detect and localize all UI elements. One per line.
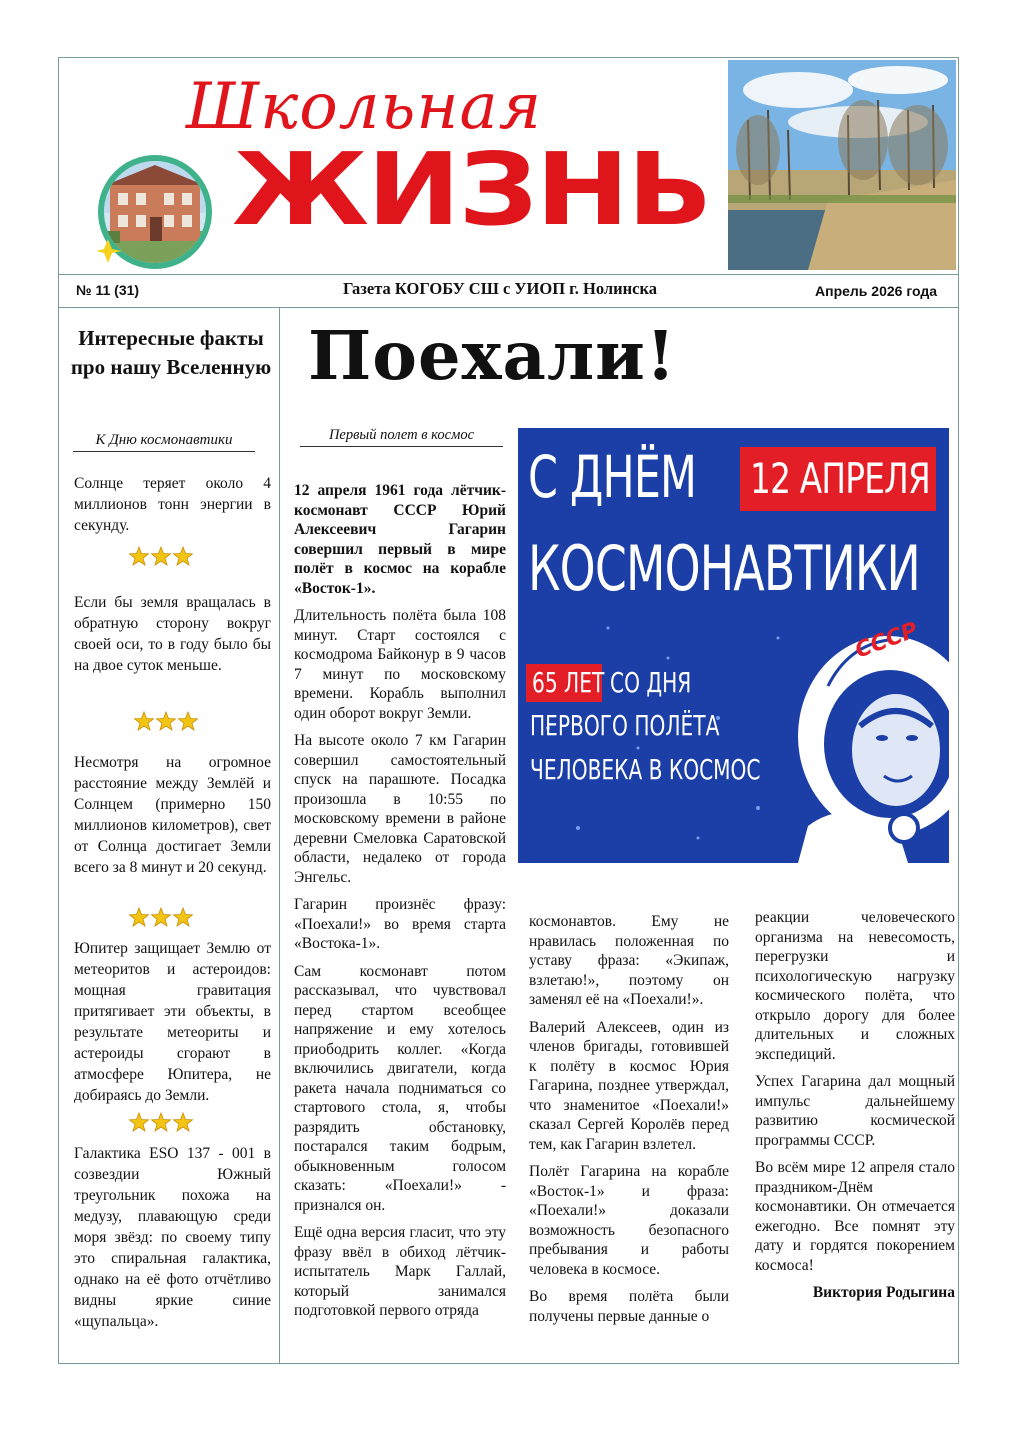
masthead-divider-top: [58, 274, 959, 275]
article-paragraph: Сам космонавт потом рассказывал, что чувствовал перед стартом всеобщее напряжение и ему хотелось приободрить коллег. «Когда включились двигатели, когда ракета начала подниматься со стартового стола, я, чтобы разрядить обстановку, постарался таким бодрым, обыкновенным голосом сказать: «Поехали!» - признался он.: [294, 962, 506, 1214]
cosmonautics-day-poster: [518, 428, 949, 863]
article-paragraph: На высоте около 7 км Гагарин совершил самостоятельный спуск на парашюте. Посадка произошла в 10:55 по московскому времени в районе деревни Смеловка Саратовской области, недалеко от города Энгельс.: [294, 732, 506, 886]
stars-divider-icon: [128, 546, 194, 566]
article-author: Виктория Родыгина: [812, 1284, 955, 1301]
masthead-divider-bottom: [58, 307, 959, 308]
cosmonaut-helmet-illustration: [788, 626, 949, 863]
article-headline: Поехали!: [308, 316, 677, 395]
school-logo: [96, 153, 214, 271]
sidebar-title: Интересные факты про нашу Вселенную: [70, 326, 272, 379]
fact-5: Галактика ESO 137 - 001 в созвездии Южный треугольник похожа на медузу, плавающую среди моря звёзд: по своему типу это спиральная галактика, однако на её фото отчётливо видны яркие синие «щупальца».: [74, 1145, 271, 1330]
article-paragraph: Успех Гагарина дал мощный импульс дальнейшему развитию космической программы СССР.: [755, 1073, 955, 1149]
poster-sub2: ПЕРВОГО ПОЛЁТА: [530, 709, 720, 742]
article-paragraph: Валерий Алексеев, один из членов бригады, готовившей к полёту в космос Юрия Гагарина, позднее утверждал, что знаменитое «Поехали!» сказал Сергей Королёв перед тем, как Гагарин взлетел.: [529, 1018, 729, 1153]
article-column-1: [294, 481, 506, 1329]
article-paragraph: Во всём мире 12 апреля стало праздником-Днём космонавтики. Он отмечается ежегодно. Все помнят эту дату и гордятся покорением космоса!: [755, 1159, 955, 1274]
article-column-3: [755, 908, 955, 1311]
poster-years: 65 ЛЕТ: [532, 666, 605, 699]
issue-date: Апрель 2026 года: [815, 283, 938, 299]
stars-divider-icon: [128, 1112, 194, 1132]
article-paragraph: Во время полёта были получены первые данные о: [529, 1288, 729, 1325]
poster-line1: С ДНЁМ: [528, 443, 697, 511]
article-lead: 12 апреля 1961 года лётчик-космонавт СССР Юрий Алексеевич Гагарин совершил первый в мире полёт в космос на корабле «Восток-1».: [294, 482, 506, 597]
fact-2: Если бы земля вращалась в обратную сторону вокруг своей оси, то в году было бы на двое суток меньше.: [74, 594, 271, 674]
article-rubric: Первый полет в космос: [300, 427, 503, 447]
sidebar-divider: [279, 307, 280, 1364]
poster-sub1: СО ДНЯ: [610, 666, 692, 699]
spring-landscape-photo: [728, 60, 956, 270]
poster-line2: КОСМОНАВТИКИ: [528, 532, 920, 605]
sidebar-rubric: К Дню космонавтики: [73, 432, 255, 452]
fact-4: Юпитер защищает Землю от метеоритов и астероидов: мощная гравитация притягивает эти объекты, в результате метеориты и астероиды сгорают в атмосфере Юпитера, не добираясь до Земли.: [74, 940, 271, 1104]
issue-number: № 11 (31): [76, 282, 140, 298]
helmet-label: СССР: [852, 617, 922, 664]
article-paragraph: космонавтов. Ему не нравилась положенная по уставу фраза: «Экипаж, взлетаю!», поэтому он заменял её на «Поехали!».: [529, 913, 729, 1008]
article-paragraph: реакции человеческого организма на невесомость, перегрузки и психологическую нагрузку космического полёта, что открыло дорогу для более длительных и сложных экспедиций.: [755, 909, 955, 1063]
poster-date: 12 АПРЕЛЯ: [750, 454, 930, 503]
article-paragraph: Полёт Гагарина на корабле «Восток-1» и фраза: «Поехали!» доказали возможность безопасного пребывания и работы человека в космосе.: [529, 1163, 729, 1278]
fact-1: Солнце теряет около 4 миллионов тонн энергии в секунду.: [74, 475, 271, 534]
article-paragraph: Длительность полёта была 108 минут. Старт состоялся с космодрома Байконур в 9 часов 7 минут по московскому времени. Корабль выполнил один оборот вокруг Земли.: [294, 607, 506, 722]
masthead-title-line2: ЖИЗНЬ: [232, 131, 711, 248]
fact-3: Несмотря на огромное расстояние между Землёй и Солнцем (примерно 150 миллионов километров), свет от Солнца достигает Земли всего за 8 минут и 20 секунд.: [74, 754, 271, 876]
article-column-2: [529, 912, 729, 1334]
article-paragraph: Гагарин произнёс фразу: «Поехали!» во время старта «Востока-1».: [294, 896, 506, 952]
publisher-line: Газета КОГОБУ СШ с УИОП г. Нолинска: [343, 279, 657, 298]
masthead-title-line1: Школьная: [186, 70, 543, 144]
article-paragraph: Ещё одна версия гласит, что эту фразу ввёл в обиход лётчик-испытатель Марк Галлай, который занимался подготовкой первого отряда: [294, 1224, 506, 1319]
stars-divider-icon: [133, 711, 199, 731]
stars-divider-icon: [128, 907, 194, 927]
poster-sub3: ЧЕЛОВЕКА В КОСМОС: [530, 753, 761, 786]
